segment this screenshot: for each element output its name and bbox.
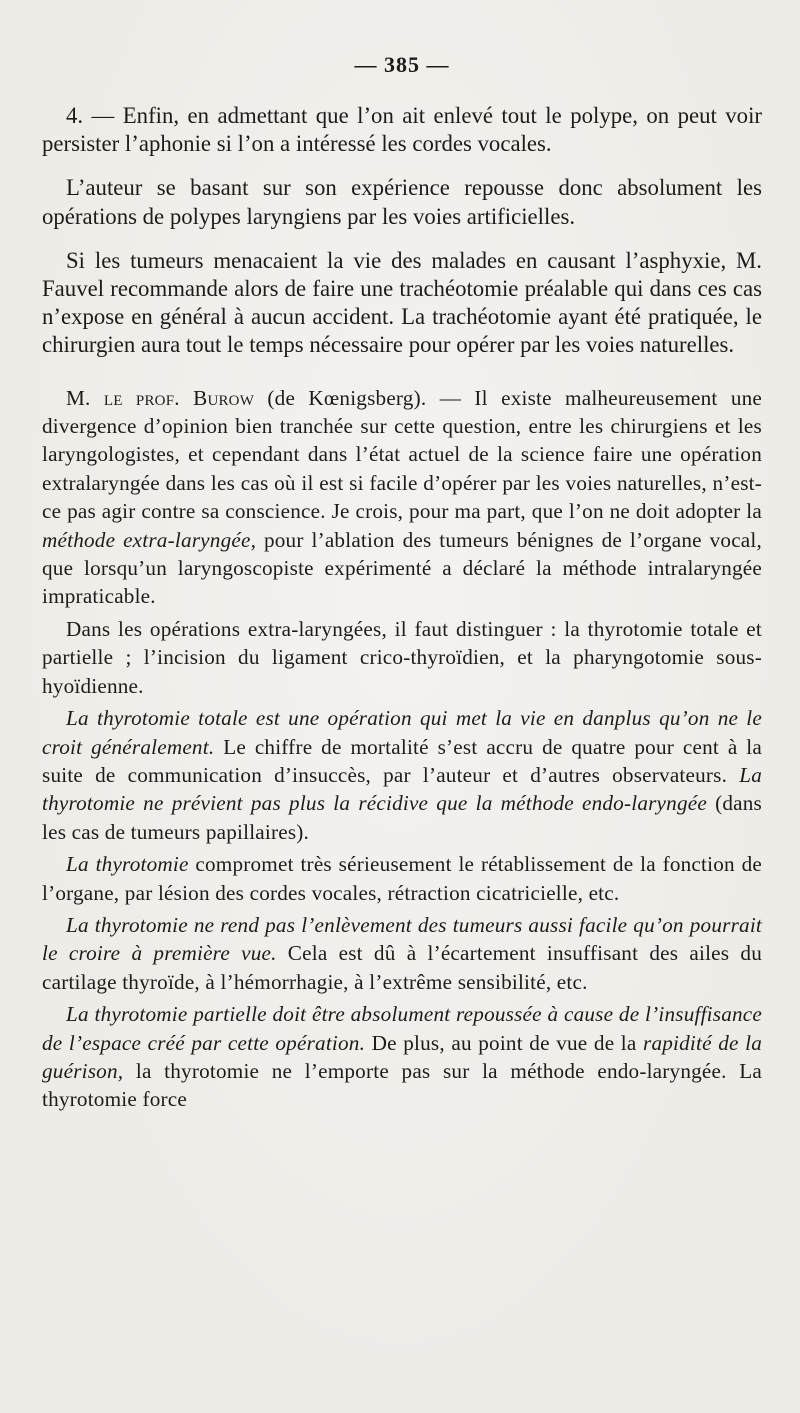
compromet-text: compromet très sérieusement le rétablissement de la fonction de l’organe, par lésion des cordes vocales, rétraction cicatricielle, etc. [42,852,762,905]
totale-text-2: (dans les cas de tumeurs papillaires). [42,791,763,844]
partielle-text-1: De plus, au point de vue de la [365,1030,644,1055]
page-number: — 385 — [354,52,450,77]
burow-text-2: pour l’ablation des tumeurs bénignes de l’organe vocal, que lorsqu’un laryngoscopiste expérimenté a déclaré la méthode intralaryngée impraticable. [42,527,762,609]
opening-section [42,102,762,360]
burow-emphasis: méthode extra-laryngée, [42,527,257,552]
paragraph-aphonie: 4. — Enfin, en admettant que l’on ait enlevé tout le polype, on peut voir persister l’aphonie si l’on a intéressé les cordes vocales. [42,103,762,157]
speaker-prefix: M. le prof. [66,385,180,410]
paragraph-burow [42,384,762,611]
paragraph-distinguer: Dans les opérations extra-laryngées, il faut distinguer : la thyrotomie totale et partielle ; l’incision du ligament crico-thyroïdien, et la pharyngotomie sous-hyoïdienne. [42,616,762,698]
totale-italic-2: La thyrotomie ne prévient pas plus la récidive que la méthode endo-laryngée [42,762,762,816]
totale-text-1: Le chiffre de mortalité s’est accru de quatre pour cent à la suite de communication d’insuccès, par l’auteur et d’autres observateurs. [42,734,763,787]
paragraph-thyrotomie-totale [42,704,762,846]
paragraph-partielle [42,1000,762,1114]
facile-italic: La thyrotomie ne rend pas l’enlèvement des tumeurs aussi facile qu’on pourrait le croire à première vue. [42,912,762,966]
speaker-name: Burow [193,385,255,410]
burow-text-1: — Il existe malheureusement une divergence d’opinion bien tranchée sur cette question, entre les chirurgiens et les laryngologistes, et cependant dans l’état actuel de la science faire une opération extralaryngée dans les cas où il est si facile d’opérer par les voies naturelles, n’est-ce pas agir contre sa conscience. Je crois, pour ma part, que l’on ne doit adopter la [42,385,763,524]
speaker-place: (de Kœnigsberg). [267,385,427,410]
paragraph-auteur: L’auteur se basant sur son expérience repousse donc absolument les opérations de polypes laryngiens par les voies artificielles. [42,175,762,229]
partielle-italic-1: La thyrotomie partielle doit être absolument repoussée à cause de l’insuffisance de l’espace créé par cette opération. [42,1002,762,1055]
totale-italic-1: La thyrotomie totale est une opération qui met la vie en danplus qu’on ne le croit généralement. [42,706,762,759]
facile-text: Cela est dû à l’écartement insuffisant des ailes du cartilage thyroïde, à l’hémorrhagie, à l’extrême sensibilité, etc. [42,941,762,994]
burow-section [42,384,762,1114]
paragraph-facile [42,911,762,996]
paragraph-compromet [42,850,762,907]
compromet-italic: La thyrotomie [66,852,189,877]
paragraph-tumeurs: Si les tumeurs menacaient la vie des malades en causant l’asphyxie, M. Fauvel recommande alors de faire une trachéotomie préalable qui dans ces cas n’expose en général à aucun accident. La trachéotomie ayant été pratiquée, le chirurgien aura tout le temps nécessaire pour opérer par les voies naturelles. [42,247,762,358]
partielle-italic-2: rapidité de la guérison, [42,1030,762,1083]
partielle-text-2: la thyrotomie ne l’emporte pas sur la méthode endo-laryngée. La thyrotomie force [42,1058,762,1112]
